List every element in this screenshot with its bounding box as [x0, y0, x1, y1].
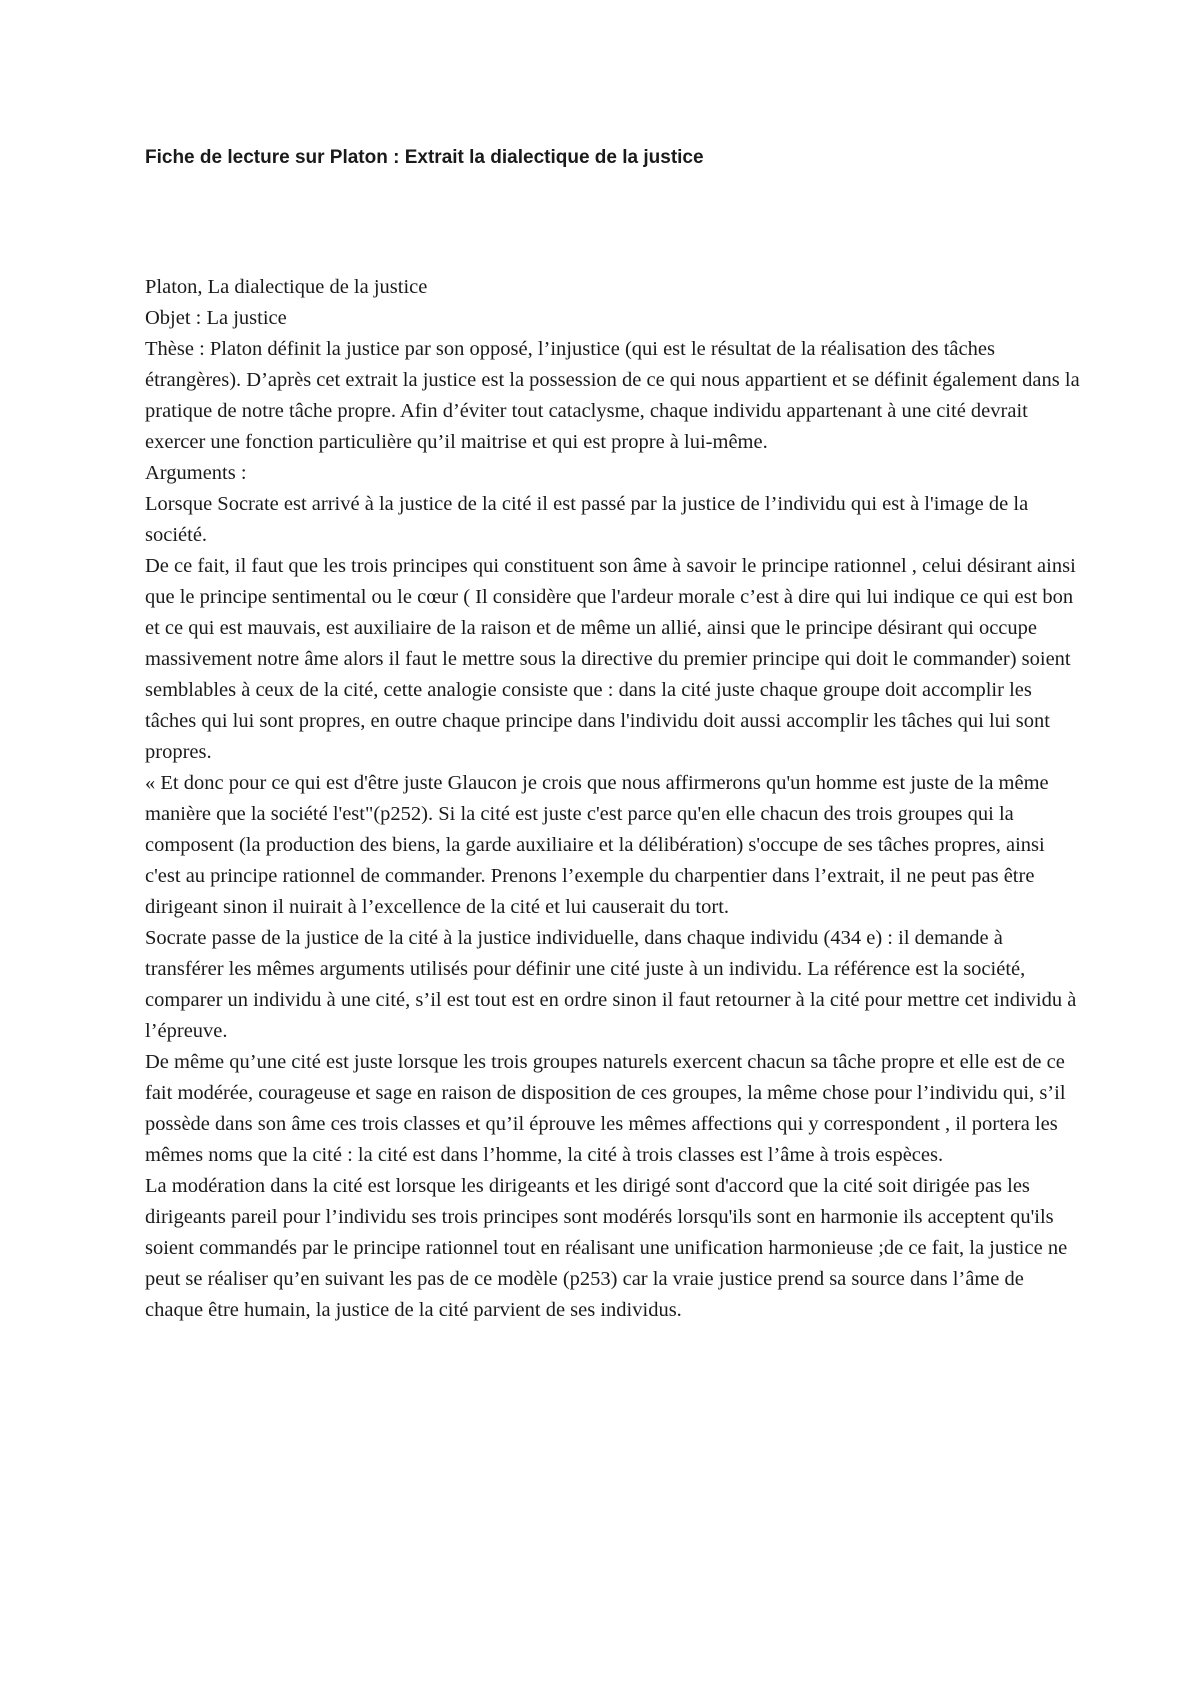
arguments-heading: Arguments :: [145, 462, 247, 484]
body-paragraph: Socrate passe de la justice de la cité à la justice individuelle, dans chaque individu (434 e) : il demande à transférer les mêmes arguments utilisés pour définir une cité juste à un individu. La référence est la société, comparer un individu à une cité, s’il est tout est en ordre sinon il faut retourner à la cité pour mettre cet individu à l’épreuve.: [145, 927, 1077, 1042]
body-paragraph: De même qu’une cité est juste lorsque les trois groupes naturels exercent chacun sa tâche propre et elle est de ce fait modérée, courageuse et sage en raison de disposition de ces groupes, la même chose pour l’individu qui, s’il possède dans son âme ces trois classes et qu’il éprouve les mêmes affections qui y correspondent , il portera les mêmes noms que la cité : la cité est dans l’homme, la cité à trois classes est l’âme à trois espèces.: [145, 1051, 1066, 1166]
body-paragraph: Lorsque Socrate est arrivé à la justice de la cité il est passé par la justice de l’individu qui est à l'image de la société.: [145, 493, 1029, 546]
body-paragraph: « Et donc pour ce qui est d'être juste Glaucon je crois que nous affirmerons qu'un homme est juste de la même manière que la société l'est"(p252). Si la cité est juste c'est parce qu'en elle chacun des trois groupes qui la composent (la production des biens, la garde auxiliaire et la délibération) s'occupe de ses tâches propres, ainsi c'est au principe rationnel de commander. Prenons l’exemple du charpentier dans l’extrait, il ne peut pas être dirigeant sinon il nuirait à l’excellence de la cité et lui causerait du tort.: [145, 772, 1049, 918]
object-line: Objet : La justice: [145, 307, 287, 329]
body-paragraph: La modération dans la cité est lorsque les dirigeants et les dirigé sont d'accord que la cité soit dirigée pas les dirigeants pareil pour l’individu ses trois principes sont modérés lorsqu'ils sont en harmonie ils acceptent qu'ils soient commandés par le principe rationnel tout en réalisant une unification harmonieuse ;de ce fait, la justice ne peut se réaliser qu’en suivant les pas de ce modèle (p253) car la vraie justice prend sa source dans l’âme de chaque être humain, la justice de la cité parvient de ses individus.: [145, 1175, 1068, 1321]
subject-line: Platon, La dialectique de la justice: [145, 276, 428, 298]
body-paragraph: De ce fait, il faut que les trois principes qui constituent son âme à savoir le principe rationnel , celui désirant ainsi que le principe sentimental ou le cœur ( Il considère que l'ardeur morale c’est à dire qui lui indique ce qui est bon et ce qui est mauvais, est auxiliaire de la raison et de même un allié, ainsi que le principe désirant qui occupe massivement notre âme alors il faut le mettre sous la directive du premier principe qui doit le commander) soient semblables à ceux de la cité, cette analogie consiste que : dans la cité juste chaque groupe doit accomplir les tâches qui lui sont propres, en outre chaque principe dans l'individu doit aussi accomplir les tâches qui lui sont propres.: [145, 555, 1076, 763]
thesis-paragraph: Thèse : Platon définit la justice par son opposé, l’injustice (qui est le résultat de la réalisation des tâches étrangères). D’après cet extrait la justice est la possession de ce qui nous appartient et se définit également dans la pratique de notre tâche propre. Afin d’éviter tout cataclysme, chaque individu appartenant à une cité devrait exercer une fonction particulière qu’il maitrise et qui est propre à lui-même.: [145, 338, 1080, 453]
document-body: [145, 272, 1080, 1326]
document-title: Fiche de lecture sur Platon : Extrait la dialectique de la justice: [145, 147, 704, 168]
